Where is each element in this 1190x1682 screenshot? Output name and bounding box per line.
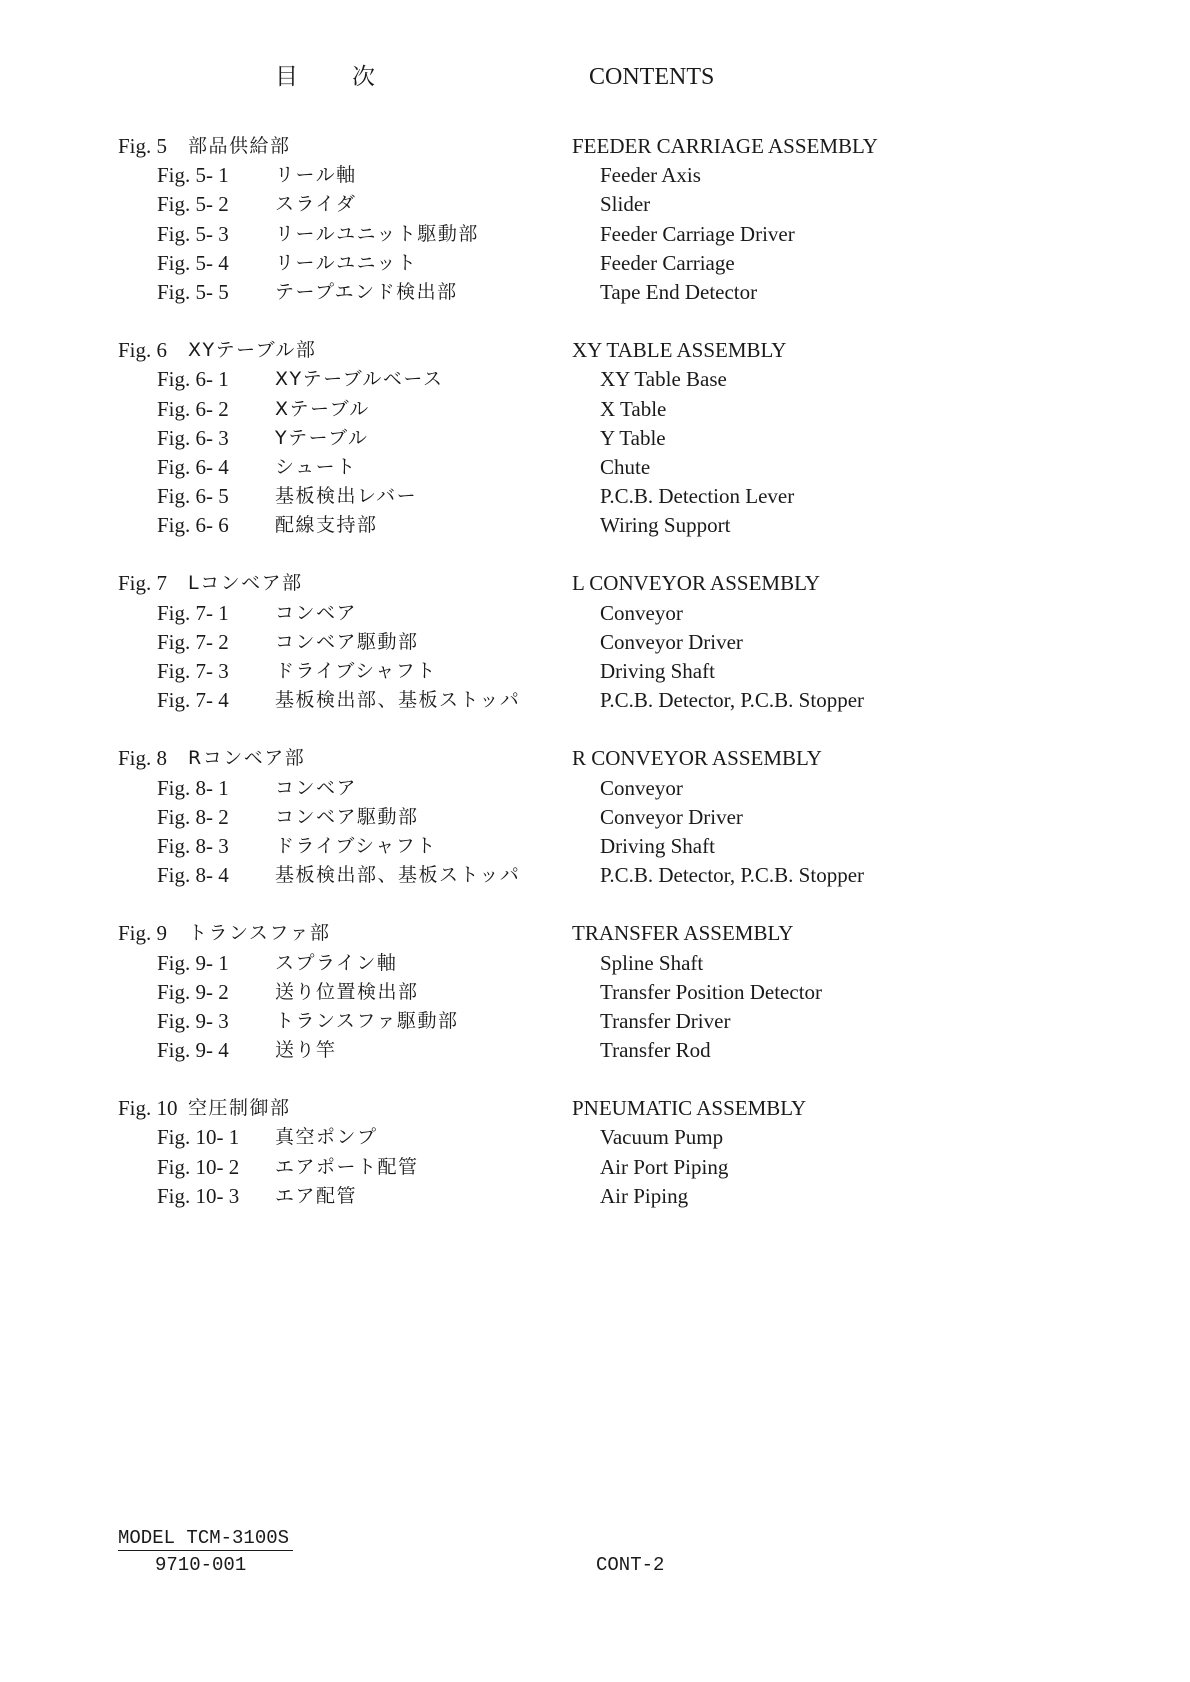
entry-title-en: Wiring Support	[600, 513, 731, 538]
entry-fig-number: Fig. 9- 2	[157, 979, 229, 1004]
entry-title-ja: 真空ポンプ	[275, 1126, 378, 1149]
entry-title-ja: リールユニット	[275, 251, 418, 274]
entry-title-ja: リールユニット駆動部	[275, 222, 479, 245]
page-title-en: CONTENTS	[589, 64, 715, 90]
entry-title-en: Chute	[600, 454, 651, 479]
toc-entry	[0, 278, 1190, 307]
toc-entry	[0, 453, 1190, 482]
toc-entry	[0, 599, 1190, 628]
entry-title-en: Feeder Axis	[600, 163, 701, 188]
entry-fig-number: Fig. 6- 5	[157, 484, 229, 509]
section-fig-number: Fig. 7	[118, 571, 168, 596]
entry-title-ja: コンベア	[275, 601, 358, 624]
section-fig-number: Fig. 5	[118, 134, 168, 158]
toc-entry	[0, 249, 1190, 278]
entry-fig-number: Fig. 8- 2	[157, 804, 229, 829]
entry-fig-number: Fig. 7- 1	[157, 600, 229, 625]
entry-title-en: Conveyor	[600, 600, 683, 625]
section-title-en: PNEUMATIC ASSEMBLY	[572, 1096, 807, 1121]
toc-section	[0, 569, 1190, 715]
entry-fig-number: Fig. 9- 3	[157, 1008, 229, 1033]
entry-fig-number: Fig. 8- 3	[157, 833, 229, 858]
toc-entry	[0, 978, 1190, 1007]
section-title-en: TRANSFER ASSEMBLY	[572, 921, 794, 946]
toc-entry	[0, 1036, 1190, 1065]
toc-entry	[0, 1123, 1190, 1152]
table-of-contents	[0, 132, 1190, 1240]
entry-fig-number: Fig. 6- 4	[157, 454, 229, 479]
entry-title-en: Air Port Piping	[600, 1154, 729, 1179]
entry-title-ja: 送り位置検出部	[275, 980, 419, 1003]
entry-title-en: Y Table	[600, 425, 666, 450]
entry-title-ja: 送り竿	[275, 1039, 337, 1062]
toc-entry	[0, 395, 1190, 424]
section-title-ja: XYテーブル部	[188, 339, 317, 362]
toc-entry	[0, 511, 1190, 540]
entry-title-en: Slider	[600, 192, 651, 217]
toc-entry	[0, 657, 1190, 686]
footer-document-code: 9710-001	[155, 1554, 247, 1576]
section-fig-number: Fig. 8	[118, 746, 168, 771]
section-title-en: FEEDER CARRIAGE ASSEMBLY	[572, 134, 878, 158]
toc-entry	[0, 482, 1190, 511]
toc-section-heading	[0, 1094, 1190, 1123]
entry-title-ja: スプライン軸	[275, 951, 398, 974]
toc-section-heading	[0, 919, 1190, 948]
toc-section-heading	[0, 744, 1190, 773]
entry-fig-number: Fig. 7- 3	[157, 659, 229, 683]
section-title-en: R CONVEYOR ASSEMBLY	[572, 746, 822, 771]
entry-title-en: Air Piping	[600, 1183, 689, 1208]
section-title-ja: 部品供給部	[188, 135, 291, 157]
section-title-en: L CONVEYOR ASSEMBLY	[572, 571, 820, 596]
entry-fig-number: Fig. 6- 1	[157, 367, 229, 392]
entry-title-en: Transfer Rod	[600, 1038, 711, 1063]
toc-section-heading	[0, 132, 1190, 161]
entry-title-ja: エア配管	[275, 1184, 358, 1207]
entry-fig-number: Fig. 6- 6	[157, 513, 229, 538]
toc-entry	[0, 803, 1190, 832]
section-title-ja: Rコンベア部	[188, 747, 306, 770]
entry-title-en: Feeder Carriage Driver	[600, 221, 795, 246]
entry-fig-number: Fig. 5- 1	[157, 163, 229, 188]
toc-entry	[0, 1153, 1190, 1182]
entry-fig-number: Fig. 5- 3	[157, 221, 229, 246]
toc-entry	[0, 424, 1190, 453]
entry-title-en: Transfer Driver	[600, 1008, 731, 1033]
entry-title-ja: Xテーブル	[275, 397, 370, 420]
entry-title-en: X Table	[600, 396, 667, 421]
entry-title-en: Conveyor Driver	[600, 804, 743, 829]
entry-title-ja: XYテーブルベース	[275, 368, 444, 391]
toc-entry	[0, 365, 1190, 394]
entry-title-ja: 基板検出レバー	[275, 485, 418, 508]
page-title-ja: 目次	[275, 64, 429, 90]
entry-fig-number: Fig. 10- 2	[157, 1154, 240, 1179]
section-fig-number: Fig. 10	[118, 1096, 178, 1121]
toc-entry	[0, 1182, 1190, 1211]
toc-entry	[0, 220, 1190, 249]
section-fig-number: Fig. 6	[118, 338, 168, 363]
section-title-ja: 空圧制御部	[188, 1097, 291, 1120]
entry-title-en: XY Table Base	[600, 367, 727, 392]
toc-section	[0, 132, 1190, 307]
toc-section-heading	[0, 336, 1190, 365]
entry-fig-number: Fig. 10- 1	[157, 1125, 240, 1150]
toc-section	[0, 336, 1190, 540]
entry-title-ja: シュート	[275, 455, 357, 478]
entry-title-ja: 配線支持部	[275, 514, 378, 537]
section-fig-number: Fig. 9	[118, 921, 168, 946]
toc-entry	[0, 1007, 1190, 1036]
toc-entry	[0, 832, 1190, 861]
entry-title-en: P.C.B. Detector, P.C.B. Stopper	[600, 688, 865, 713]
section-title-en: XY TABLE ASSEMBLY	[572, 338, 787, 363]
entry-title-ja: テープエンド検出部	[275, 280, 458, 303]
entry-fig-number: Fig. 8- 4	[157, 863, 229, 888]
entry-title-en: Conveyor	[600, 775, 683, 800]
entry-title-en: Vacuum Pump	[600, 1125, 724, 1150]
toc-section	[0, 919, 1190, 1065]
entry-fig-number: Fig. 7- 2	[157, 629, 229, 654]
entry-fig-number: Fig. 5- 4	[157, 250, 229, 275]
entry-fig-number: Fig. 6- 2	[157, 396, 229, 421]
entry-title-en: P.C.B. Detector, P.C.B. Stopper	[600, 863, 865, 888]
toc-section-heading	[0, 569, 1190, 598]
footer-model: MODEL TCM-3100S	[118, 1526, 293, 1551]
entry-fig-number: Fig. 5- 2	[157, 192, 229, 217]
toc-section	[0, 744, 1190, 890]
entry-title-en: Tape End Detector	[600, 279, 758, 304]
entry-title-en: Conveyor Driver	[600, 629, 743, 654]
entry-fig-number: Fig. 8- 1	[157, 775, 229, 800]
toc-entry	[0, 628, 1190, 657]
entry-title-ja: ドライブシャフト	[275, 834, 437, 857]
entry-title-ja: リール軸	[275, 164, 357, 187]
entry-title-ja: エアポート配管	[275, 1155, 419, 1178]
entry-title-en: Feeder Carriage	[600, 250, 735, 275]
entry-title-ja: ドライブシャフト	[275, 660, 437, 682]
entry-title-en: P.C.B. Detection Lever	[600, 484, 795, 509]
entry-fig-number: Fig. 9- 1	[157, 950, 229, 975]
entry-title-ja: Yテーブル	[275, 426, 369, 449]
toc-entry	[0, 161, 1190, 190]
entry-title-en: Transfer Position Detector	[600, 979, 823, 1004]
toc-entry	[0, 949, 1190, 978]
entry-fig-number: Fig. 6- 3	[157, 425, 229, 450]
entry-title-ja: コンベア駆動部	[275, 805, 419, 828]
entry-title-en: Driving Shaft	[600, 659, 715, 683]
entry-fig-number: Fig. 9- 4	[157, 1038, 229, 1063]
entry-fig-number: Fig. 5- 5	[157, 279, 229, 304]
toc-entry	[0, 686, 1190, 715]
toc-entry	[0, 861, 1190, 890]
entry-title-en: Driving Shaft	[600, 833, 715, 858]
entry-title-ja: コンベア	[275, 776, 358, 799]
entry-title-ja: 基板検出部、基板ストッパ	[275, 689, 521, 712]
entry-title-en: Spline Shaft	[600, 950, 704, 975]
footer-page-number: CONT-2	[596, 1554, 665, 1576]
entry-title-ja: スライダ	[275, 193, 357, 216]
toc-section	[0, 1094, 1190, 1211]
entry-fig-number: Fig. 10- 3	[157, 1183, 240, 1208]
toc-entry	[0, 190, 1190, 219]
section-title-ja: Lコンベア部	[188, 572, 303, 595]
entry-title-ja: コンベア駆動部	[275, 630, 419, 653]
entry-title-ja: 基板検出部、基板ストッパ	[275, 864, 521, 887]
entry-fig-number: Fig. 7- 4	[157, 688, 229, 713]
section-title-ja: トランスファ部	[188, 922, 331, 945]
entry-title-ja: トランスファ駆動部	[275, 1009, 459, 1032]
toc-entry	[0, 774, 1190, 803]
